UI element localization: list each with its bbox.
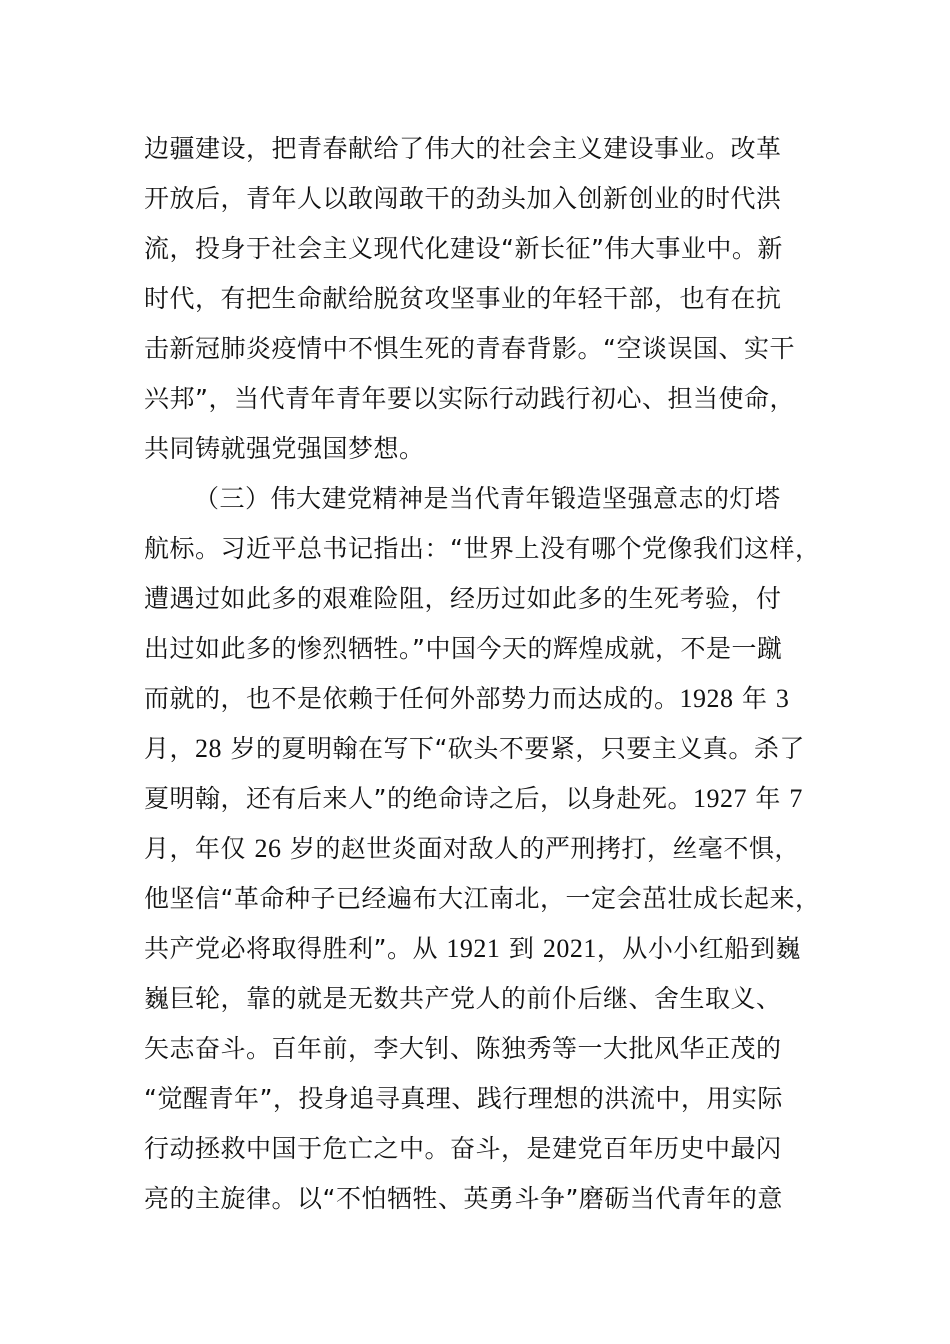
text-line: 出过如此多的惨烈牺牲。”中国今天的辉煌成就，不是一蹴 bbox=[144, 634, 783, 663]
text-line: 他坚信“革命种子已经遍布大江南北，一定会茁壮成长起来， bbox=[144, 884, 821, 913]
text-line: 边疆建设，把青春献给了伟大的社会主义建设事业。改革 bbox=[144, 134, 782, 163]
text-line: 月，28 岁的夏明翰在写下“砍头不要紧，只要主义真。杀了 bbox=[144, 734, 805, 763]
text-line: 而就的，也不是依赖于任何外部势力而达成的。1928 年 3 bbox=[144, 684, 790, 713]
text-line: 开放后，青年人以敢闯敢干的劲头加入创新创业的时代洪 bbox=[144, 184, 782, 213]
text-line: 巍巨轮，靠的就是无数共产党人的前仆后继、舍生取义、 bbox=[144, 984, 782, 1013]
text-line: 流，投身于社会主义现代化建设“新长征”伟大事业中。新 bbox=[144, 234, 783, 263]
text-line: 矢志奋斗。百年前，李大钊、陈独秀等一大批风华正茂的 bbox=[144, 1034, 782, 1063]
text-line: 时代，有把生命献给脱贫攻坚事业的年轻干部，也有在抗 bbox=[144, 284, 782, 313]
text-line: 航标。习近平总书记指出：“世界上没有哪个党像我们这样， bbox=[144, 534, 821, 563]
section-heading-line: （三）伟大建党精神是当代青年锻造坚强意志的灯塔 bbox=[194, 484, 781, 513]
text-line: 夏明翰，还有后来人”的绝命诗之后，以身赴死。1927 年 7 bbox=[144, 784, 803, 813]
text-line: 亮的主旋律。以“不怕牺牲、英勇斗争”磨砺当代青年的意 bbox=[144, 1184, 783, 1213]
text-line: 共同铸就强党强国梦想。 bbox=[144, 434, 425, 463]
text-line: 击新冠肺炎疫情中不惧生死的青春背影。“空谈误国、实干 bbox=[144, 334, 795, 363]
text-line: “觉醒青年”，投身追寻真理、践行理想的洪流中，用实际 bbox=[144, 1084, 783, 1113]
text-line: 共产党必将取得胜利”。从 1921 到 2021，从小小红船到巍 bbox=[144, 934, 801, 963]
text-line: 行动拯救中国于危亡之中。奋斗，是建党百年历史中最闪 bbox=[144, 1134, 782, 1163]
text-line: 遭遇过如此多的艰难险阻，经历过如此多的生死考验，付 bbox=[144, 584, 782, 613]
text-line: 月，年仅 26 岁的赵世炎面对敌人的严刑拷打，丝毫不惧， bbox=[144, 834, 800, 863]
text-line: 兴邦”，当代青年青年要以实际行动践行初心、担当使命， bbox=[144, 384, 795, 413]
